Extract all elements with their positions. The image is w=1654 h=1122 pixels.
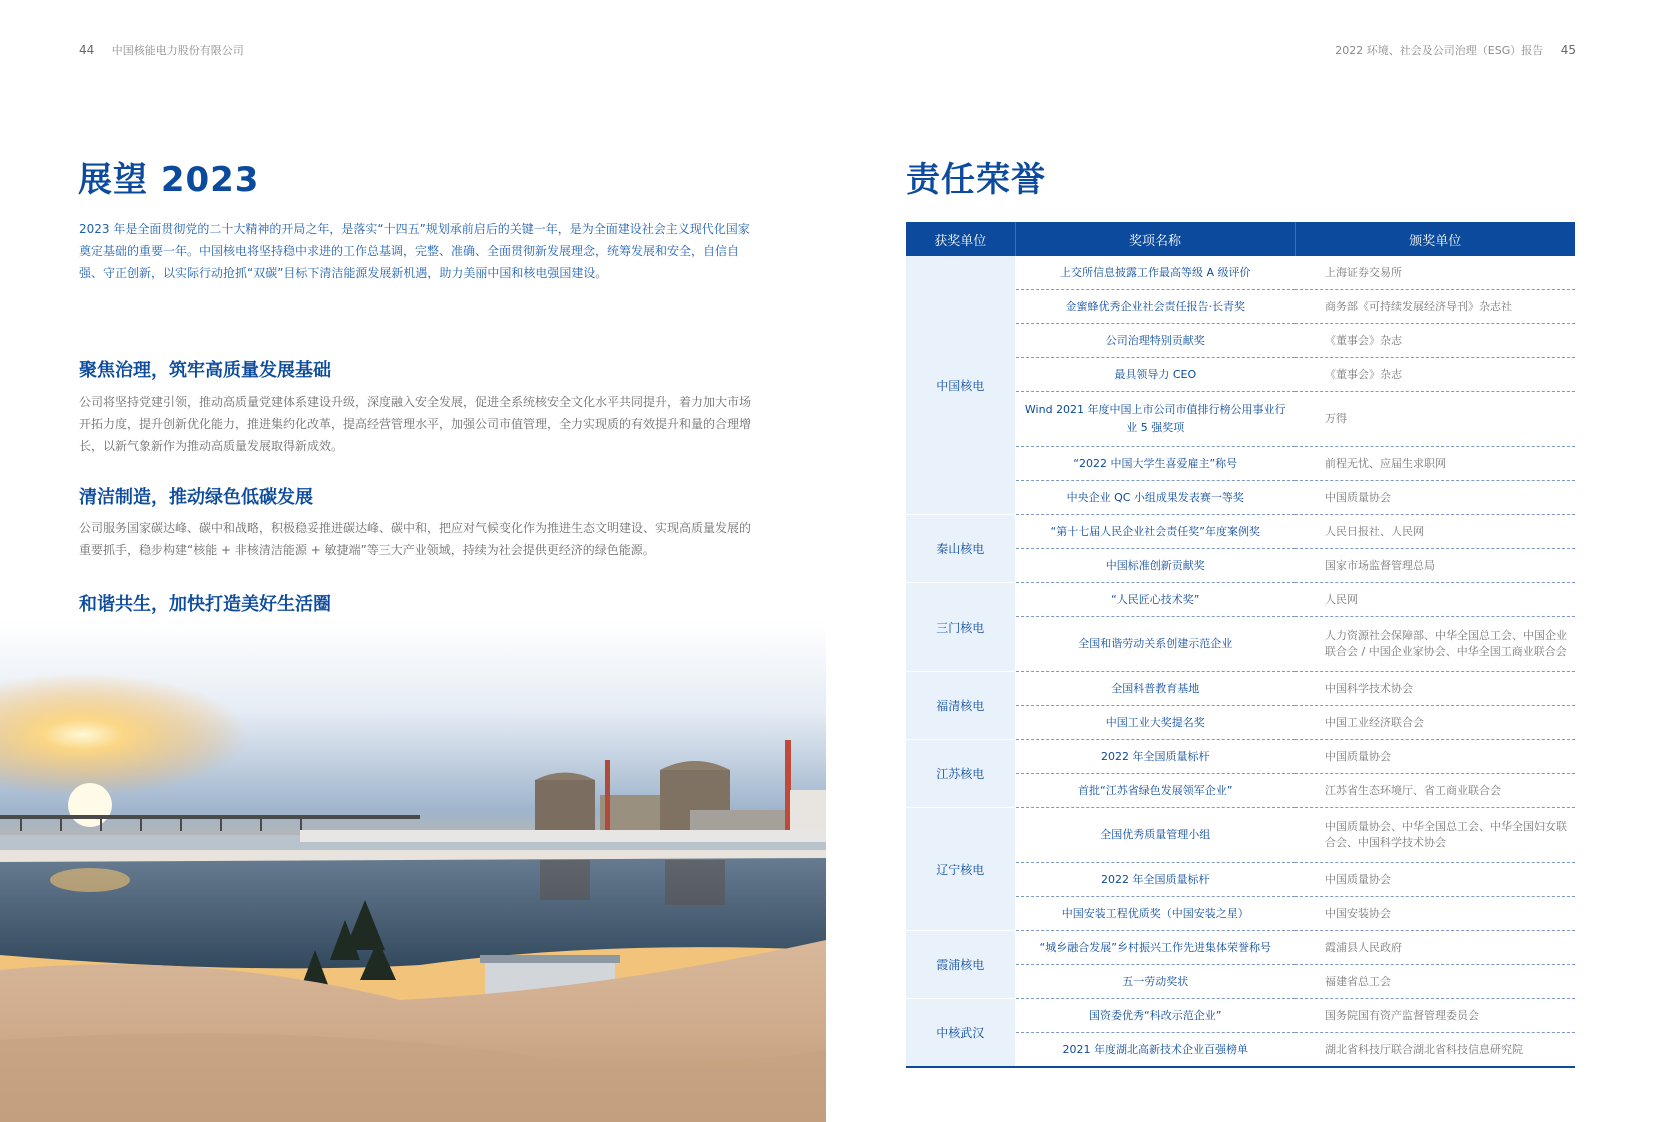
award-cell: 2022 年全国质量标杆 — [1015, 740, 1295, 774]
award-cell: 全国科普教育基地 — [1015, 672, 1295, 706]
issuer-cell: 中国工业经济联合会 — [1295, 706, 1575, 740]
issuer-cell: 国家市场监督管理总局 — [1295, 549, 1575, 583]
issuer-cell: 福建省总工会 — [1295, 965, 1575, 999]
issuer-cell: 人民网 — [1295, 583, 1575, 617]
award-cell: 金蜜蜂优秀企业社会责任报告·长青奖 — [1015, 290, 1295, 324]
table-row — [906, 583, 1575, 617]
award-cell: “城乡融合发展”乡村振兴工作先进集体荣誉称号 — [1015, 931, 1295, 965]
issuer-cell: 人力资源社会保障部、中华全国总工会、中国企业联合会 / 中国企业家协会、中华全国工商业联合会 — [1295, 617, 1575, 672]
nuclear-plant-photo — [0, 620, 826, 1122]
award-cell: “2022 中国大学生喜爱雇主”称号 — [1015, 447, 1295, 481]
award-cell: 首批“江苏省绿色发展领军企业” — [1015, 774, 1295, 808]
column-header-issuer: 颁奖单位 — [1295, 222, 1575, 256]
unit-cell: 三门核电 — [906, 583, 1015, 672]
issuer-cell: 《董事会》杂志 — [1295, 358, 1575, 392]
award-cell: 中央企业 QC 小组成果发表赛一等奖 — [1015, 481, 1295, 515]
left-page-number: 44 — [79, 43, 95, 57]
unit-cell: 江苏核电 — [906, 740, 1015, 808]
issuer-cell: 中国安装协会 — [1295, 897, 1575, 931]
right-page-header — [1335, 42, 1576, 58]
unit-cell: 中核武汉 — [906, 999, 1015, 1068]
award-cell: 中国安装工程优质奖（中国安装之星） — [1015, 897, 1295, 931]
issuer-cell: 商务部《可持续发展经济导刊》杂志社 — [1295, 290, 1575, 324]
table-row — [906, 808, 1575, 863]
issuer-cell: 《董事会》杂志 — [1295, 324, 1575, 358]
honors-table — [906, 222, 1575, 1068]
issuer-cell: 霞浦县人民政府 — [1295, 931, 1575, 965]
award-cell: 2021 年度湖北高新技术企业百强榜单 — [1015, 1033, 1295, 1068]
issuer-cell: 万得 — [1295, 392, 1575, 447]
issuer-cell: 人民日报社、人民网 — [1295, 515, 1575, 549]
honors-title: 责任荣誉 — [906, 160, 1046, 200]
section-heading-harmony: 和谐共生，加快打造美好生活圈 — [79, 594, 331, 615]
award-cell: 最具领导力 CEO — [1015, 358, 1295, 392]
table-row — [906, 740, 1575, 774]
table-row — [906, 256, 1575, 290]
award-cell: “第十七届人民企业社会责任奖”年度案例奖 — [1015, 515, 1295, 549]
award-cell: 中国标准创新贡献奖 — [1015, 549, 1295, 583]
award-cell: 国资委优秀“科改示范企业” — [1015, 999, 1295, 1033]
issuer-cell: 国务院国有资产监督管理委员会 — [1295, 999, 1575, 1033]
award-cell: 全国和谐劳动关系创建示范企业 — [1015, 617, 1295, 672]
section-heading-governance: 聚焦治理，筑牢高质量发展基础 — [79, 360, 331, 381]
table-row — [906, 515, 1575, 549]
award-cell: 2022 年全国质量标杆 — [1015, 863, 1295, 897]
table-header-row — [906, 222, 1575, 256]
table-row — [906, 672, 1575, 706]
issuer-cell: 上海证券交易所 — [1295, 256, 1575, 290]
report-title: 2022 环境、社会及公司治理（ESG）报告 — [1335, 44, 1544, 57]
unit-cell: 霞浦核电 — [906, 931, 1015, 999]
section-text-green: 公司服务国家碳达峰、碳中和战略，积极稳妥推进碳达峰、碳中和，把应对气候变化作为推进生态文明建设、实现高质量发展的重要抓手，稳步构建“核能 + 非核清洁能源 + 敏捷端”等三大产业领域，持续为社会提供更经济的绿色能源。 — [79, 521, 752, 557]
section-heading-green: 清洁制造，推动绿色低碳发展 — [79, 487, 313, 508]
column-header-unit: 获奖单位 — [906, 222, 1015, 256]
unit-cell: 福清核电 — [906, 672, 1015, 740]
outlook-title: 展望 2023 — [78, 160, 260, 200]
unit-cell: 中国核电 — [906, 256, 1015, 515]
table-row — [906, 999, 1575, 1033]
unit-cell: 辽宁核电 — [906, 808, 1015, 931]
unit-cell: 秦山核电 — [906, 515, 1015, 583]
award-cell: 中国工业大奖提名奖 — [1015, 706, 1295, 740]
issuer-cell: 中国质量协会、中华全国总工会、中华全国妇女联合会、中国科学技术协会 — [1295, 808, 1575, 863]
issuer-cell: 湖北省科技厅联合湖北省科技信息研究院 — [1295, 1033, 1575, 1068]
issuer-cell: 中国质量协会 — [1295, 740, 1575, 774]
issuer-cell: 中国科学技术协会 — [1295, 672, 1575, 706]
right-page-number: 45 — [1560, 43, 1576, 57]
award-cell: “人民匠心技术奖” — [1015, 583, 1295, 617]
award-cell: 上交所信息披露工作最高等级 A 级评价 — [1015, 256, 1295, 290]
award-cell: 五一劳动奖状 — [1015, 965, 1295, 999]
award-cell: 公司治理特别贡献奖 — [1015, 324, 1295, 358]
award-cell: Wind 2021 年度中国上市公司市值排行榜公用事业行业 5 强奖项 — [1015, 392, 1295, 447]
company-name: 中国核能电力股份有限公司 — [111, 44, 244, 57]
table-row — [906, 931, 1575, 965]
outlook-intro: 2023 年是全面贯彻党的二十大精神的开局之年，是落实“十四五”规划承前启后的关键一年，是为全面建设社会主义现代化国家奠定基础的重要一年。中国核电将坚持稳中求进的工作总基调，完整、准确、全面贯彻新发展理念，统筹发展和安全，自信自强、守正创新，以实际行动抢抓“双碳”目标下清洁能源发展新机遇，助力美丽中国和核电强国建设。 — [79, 222, 750, 280]
issuer-cell: 中国质量协会 — [1295, 863, 1575, 897]
issuer-cell: 前程无忧、应届生求职网 — [1295, 447, 1575, 481]
issuer-cell: 江苏省生态环境厅、省工商业联合会 — [1295, 774, 1575, 808]
issuer-cell: 中国质量协会 — [1295, 481, 1575, 515]
column-header-award: 奖项名称 — [1015, 222, 1295, 256]
left-page-header — [79, 42, 244, 58]
award-cell: 全国优秀质量管理小组 — [1015, 808, 1295, 863]
section-text-governance: 公司将坚持党建引领，推动高质量党建体系建设升级，深度融入安全发展，促进全系统核安全文化水平共同提升，着力加大市场开拓力度，提升创新优化能力，推进集约化改革，提高经营管理水平，加强公司市值管理，全力实现质的有效提升和量的合理增长，以新气象新作为推动高质量发展取得新成效。 — [79, 395, 752, 453]
